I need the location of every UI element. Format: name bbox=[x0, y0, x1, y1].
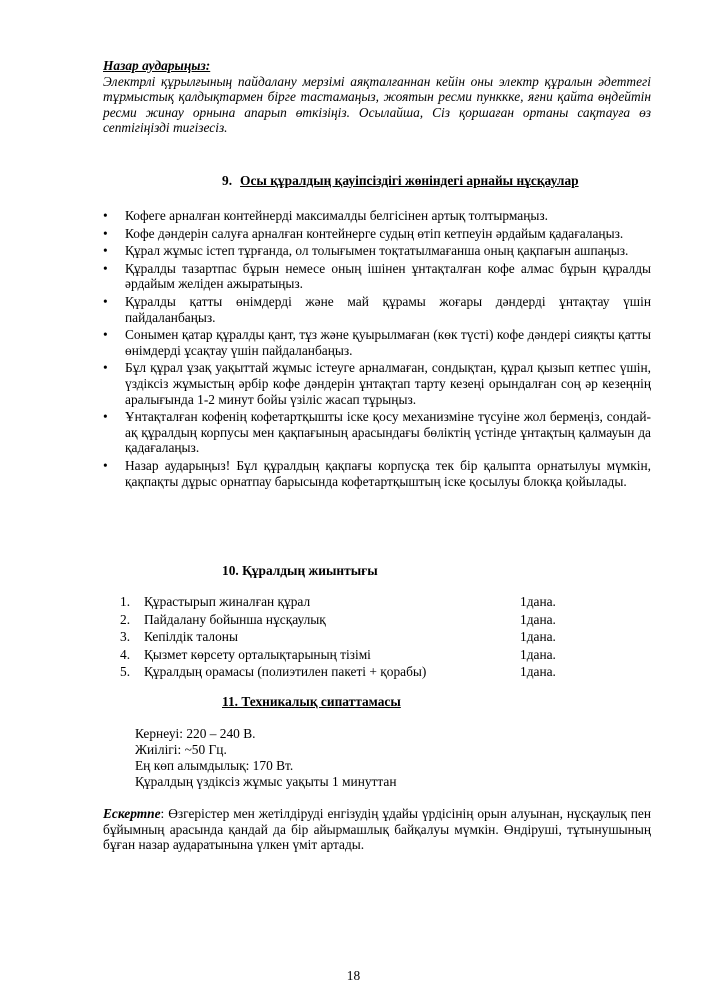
safety-item bbox=[103, 261, 651, 292]
safety-item bbox=[103, 327, 651, 358]
kit-item-quantity: 1дана. bbox=[520, 646, 556, 662]
section-10-heading: 10. Құралдың жиынтығы bbox=[222, 563, 378, 578]
page-number: 18 bbox=[346, 968, 361, 983]
safety-item-text: Назар аударыңыз! Бұл құралдың қақпағы корпусқа тек бір қалыпта орнатылуы мүмкін, қақпақты дұрыс орнатпау барысында кофетартқыштың іске қосылуы блокқа қойылады. bbox=[125, 457, 651, 489]
bullet-icon: • bbox=[103, 457, 108, 473]
spec-line: Құралдың үздіксіз жұмыс уақыты 1 минуттан bbox=[135, 774, 397, 789]
note-label: Ескертпе bbox=[103, 806, 161, 821]
safety-item-text: Құралды қатты өнімдерді және май құрамы жоғары дәндерді ұнтақтау үшін пайдаланбаңыз. bbox=[125, 293, 651, 325]
notice-title: Назар аударыңыз: bbox=[103, 58, 211, 73]
section-9-title: Осы құралдың қауіпсіздігі жөніндегі арнайы нұсқаулар bbox=[240, 173, 579, 188]
kit-list bbox=[120, 594, 565, 682]
kit-item-name: Құралдың орамасы (полиэтилен пакеті + қорабы) bbox=[144, 664, 427, 679]
kit-item-name: Пайдалану бойынша нұсқаулық bbox=[144, 611, 326, 627]
section-9-heading bbox=[222, 173, 579, 189]
kit-row bbox=[120, 664, 565, 682]
safety-item bbox=[103, 360, 651, 407]
kit-item-name: Қызмет көрсету орталықтарының тізімі bbox=[144, 646, 371, 662]
bullet-icon: • bbox=[103, 327, 108, 343]
note-paragraph bbox=[103, 806, 651, 853]
bullet-icon: • bbox=[103, 293, 108, 309]
kit-item-name: Құрастырып жиналған құрал bbox=[144, 594, 311, 609]
section-9-number: 9. bbox=[222, 173, 233, 188]
bullet-icon: • bbox=[103, 409, 108, 425]
safety-item bbox=[103, 458, 651, 489]
bullet-icon: • bbox=[103, 225, 108, 241]
spec-line: Жиілігі: ~50 Гц. bbox=[135, 742, 227, 757]
kit-item-quantity: 1дана. bbox=[520, 629, 556, 644]
note-text: : Өзгерістер мен жетілдіруді енгізудің ұдайы үрдісінің орын алуынан, нұсқаулық пен бұйымның арасында қандай да бір айырмашлық байқалуы мүмкін. Өндіруші, тұтынушының бұған назар аударатынына үлкен үміт артады. bbox=[103, 806, 651, 853]
safety-instructions-list bbox=[103, 208, 651, 491]
kit-item-number: 1. bbox=[120, 594, 131, 609]
safety-item-text: Кофеге арналған контейнерді максималды белгісінен артық толтырмаңыз. bbox=[125, 208, 548, 223]
kit-item-number: 5. bbox=[120, 664, 131, 679]
safety-item-text: Бұл құрал ұзақ уақыттай жұмыс істеуге арналмаған, сондықтан, құрал қызып кетпес үшін, үздіксіз жұмыстың әрбір кофе дәндерін ұнтақтап тарту кезеңі орындалған соң әр кезеңнің аралығында 1-2 минут бойы үзіліс жасап тұрыңыз. bbox=[125, 360, 651, 407]
safety-item bbox=[103, 409, 651, 456]
safety-item bbox=[103, 226, 651, 242]
safety-item-text: Кофе дәндерін салуға арналған контейнерге судың өтіп кетпеуін әрдайым қадағалаңыз. bbox=[125, 225, 624, 241]
kit-item-number: 2. bbox=[120, 611, 131, 627]
kit-row bbox=[120, 594, 565, 612]
notice-block bbox=[103, 58, 651, 136]
kit-item-name: Кепілдік талоны bbox=[144, 629, 238, 644]
safety-item-text: Ұнтақталған кофенің кофетартқышты іске қосу механизміне түсуіне жол бермеңіз, сондай-ақ құралдың корпусы мен қақпағының арасындағы бөліктің үстінде ұнтақтың қалмауын да қадағалаңыз. bbox=[125, 409, 651, 456]
safety-item-text: Сонымен қатар құралды қант, тұз және қуырылмаған (көк түсті) кофе дәндері сияқты қатты өнімдерді ұсақтау үшін пайдаланбаңыз. bbox=[125, 327, 651, 358]
kit-item-quantity: 1дана. bbox=[520, 611, 556, 627]
kit-item-quantity: 1дана. bbox=[520, 664, 556, 679]
kit-row bbox=[120, 612, 565, 630]
kit-item-quantity: 1дана. bbox=[520, 594, 556, 609]
bullet-icon: • bbox=[103, 260, 108, 276]
safety-item bbox=[103, 243, 651, 259]
bullet-icon: • bbox=[103, 243, 108, 259]
kit-row bbox=[120, 647, 565, 665]
safety-item-text: Құралды тазартпас бұрын немесе оның ішінен ұнтақталған кофе алмас бұрын құралды әрдайым желіден ажыратыңыз. bbox=[125, 260, 651, 292]
safety-item bbox=[103, 208, 651, 224]
bullet-icon: • bbox=[103, 360, 108, 376]
specs-list bbox=[135, 726, 397, 790]
safety-item bbox=[103, 294, 651, 325]
spec-line: Ең көп алымдылық: 170 Вт. bbox=[135, 758, 294, 773]
notice-body: Электрлі құрылғының пайдалану мерзімі аяқталғаннан кейін оны электр құралын әдеттегі тұрмыстық қалдықтармен бірге тастамаңыз, жоятын ресми пунккке, яғни қайта өңдейтін ресми жинау орнына апарып өткізіңіз. Осылайша, Сіз қоршаған ортаны сақтауға өз септігіңізді тигізесіз. bbox=[103, 73, 651, 136]
kit-item-number: 3. bbox=[120, 629, 131, 644]
bullet-icon: • bbox=[103, 208, 108, 223]
kit-row bbox=[120, 629, 565, 647]
kit-item-number: 4. bbox=[120, 646, 131, 662]
spec-line: Кернеуі: 220 – 240 В. bbox=[135, 726, 256, 741]
section-11-heading: 11. Техникалық сипаттамасы bbox=[222, 694, 401, 709]
safety-item-text: Құрал жұмыс істеп тұрғанда, ол толығымен тоқтатылмағанша оның қақпағын ашпаңыз. bbox=[125, 243, 629, 259]
